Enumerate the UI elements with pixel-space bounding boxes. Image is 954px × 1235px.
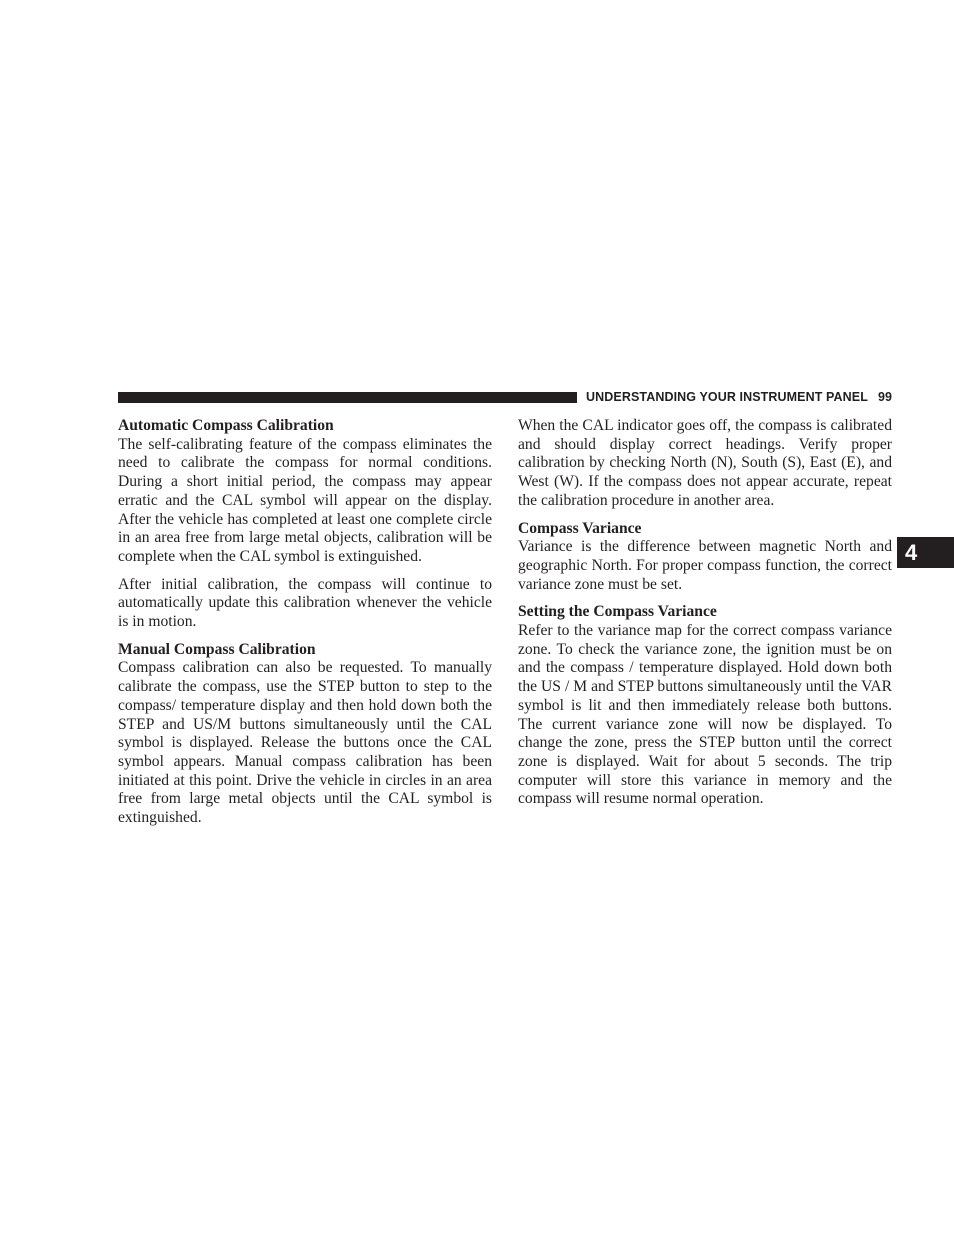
running-header bbox=[586, 390, 891, 405]
left-column bbox=[118, 417, 492, 828]
chapter-tab: 4 bbox=[897, 537, 954, 568]
manual-calibration-paragraph: Compass calibration can also be requested. To manually calibrate the compass, use the STEP button to step to the compass/ temperature display and then hold down both the STEP and US/M buttons simultaneously until the CAL symbol is displayed. Release the buttons once the CAL symbol appears. Manual compass calibration has been initiated at this point. Drive the vehicle in circles in an area free from large metal objects until the CAL symbol is extinguished. bbox=[118, 659, 492, 827]
setting-variance-paragraph: Refer to the variance map for the correct compass variance zone. To check the variance zone, the ignition must be on and the compass / temperature displayed. Hold down both the US / M and STEP buttons simultaneously until the VAR symbol is lit and then immediately release both buttons. The current variance zone will now be displayed. To change the zone, press the STEP button until the correct zone is displayed. Wait for about 5 seconds. The trip computer will store this variance in memory and the compass will resume normal operation. bbox=[518, 622, 892, 808]
header-rule bbox=[118, 392, 577, 403]
manual-calibration-heading: Manual Compass Calibration bbox=[118, 640, 316, 658]
right-column bbox=[518, 417, 892, 809]
cal-indicator-paragraph: When the CAL indicator goes off, the compass is calibrated and should display correct headings. Verify proper calibration by checking North (N), South (S), East (E), and West (W). If the compass does not appear accurate, repeat the calibration procedure in another area. bbox=[518, 417, 892, 509]
auto-calibration-paragraph-2: After initial calibration, the compass will continue to automatically update this calibration whenever the vehicle is in motion. bbox=[118, 575, 492, 631]
section-title: UNDERSTANDING YOUR INSTRUMENT PANEL bbox=[586, 390, 868, 404]
compass-variance-heading: Compass Variance bbox=[518, 519, 642, 537]
auto-calibration-heading: Automatic Compass Calibration bbox=[118, 417, 334, 434]
compass-variance-paragraph: Variance is the difference between magnetic North and geographic North. For proper compass function, the correct variance zone must be set. bbox=[518, 538, 892, 593]
setting-variance-heading: Setting the Compass Variance bbox=[518, 603, 717, 621]
page-number: 99 bbox=[877, 390, 893, 404]
auto-calibration-paragraph-1: The self-calibrating feature of the compass eliminates the need to calibrate the compass for normal conditions. During a short initial period, the compass may appear erratic and the CAL symbol will appear on the display. After the vehicle has completed at least one complete circle in an area free from large metal objects, calibration will be complete when the CAL symbol is extinguished. bbox=[118, 435, 492, 565]
